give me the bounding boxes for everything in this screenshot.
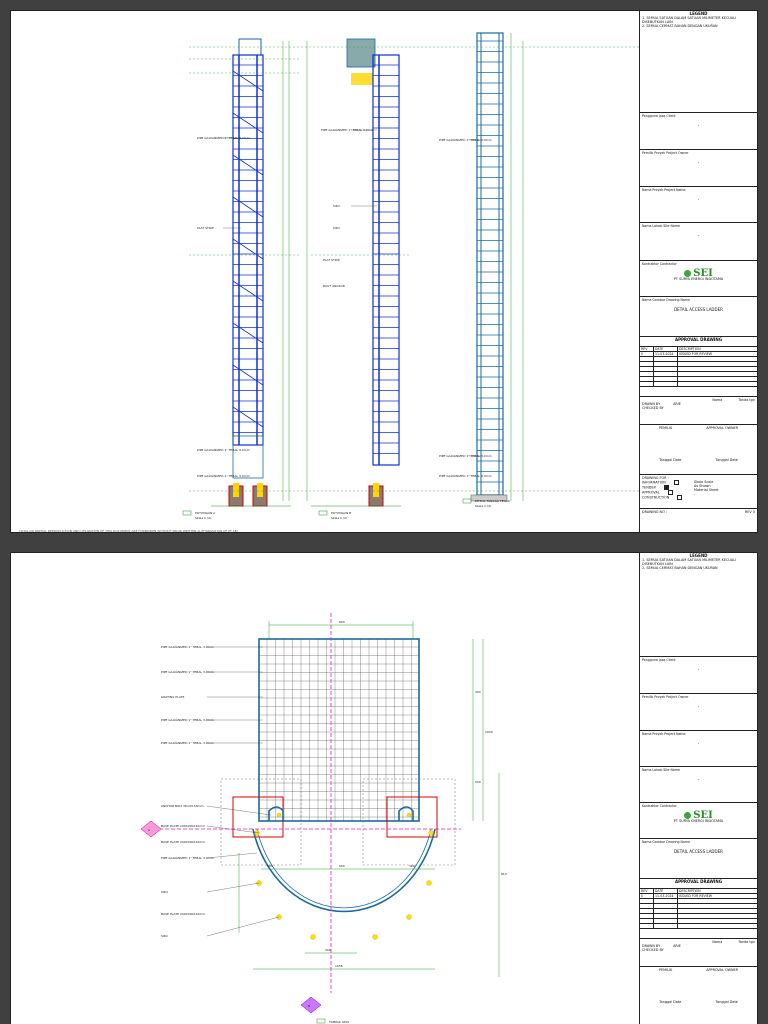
checked-by-label: CHECKED BY — [642, 948, 664, 952]
dim-8: 300 — [325, 948, 331, 952]
contractor-label: Kontraktor Contractor — [642, 804, 677, 808]
callout-mid-3: SIKU — [333, 226, 340, 230]
drawing-name-label: Nama Gambar Drawing Name — [642, 298, 690, 302]
name-col: Nama — [712, 398, 723, 402]
legend-title: LEGEND — [689, 553, 708, 558]
drawing-no-label: DRAWING NO : — [642, 510, 667, 514]
purpose-construction: CONSTRUCTION — [642, 495, 670, 500]
callout-mid-1: PIPE GALVANIZED 1" TEBAL 3,0mm — [321, 128, 374, 132]
project-owner-value: - — [697, 160, 700, 165]
dim-5: 500 — [339, 864, 345, 868]
purpose-tender: TENDER — [642, 485, 656, 490]
sign-col: Tanda tgn — [738, 398, 755, 402]
callout-1: PIPE GALVANIZED 1" TEBAL 3,0mm — [161, 645, 214, 649]
callout-4: PIPE GALVANIZED 1" TEBAL 3,0mm — [161, 718, 214, 722]
owner-label: PEMILIK — [658, 426, 673, 430]
section-marker-a — [141, 821, 161, 837]
revision-table — [640, 347, 757, 387]
approval-owner-label: APPROVAL OWNER — [706, 968, 739, 972]
site-value: - — [697, 777, 700, 782]
view-scale-a: Skala 1:10 — [195, 516, 211, 520]
callout-right-1: PIPE GALVANIZED 1" TEBAL 3,0mm — [439, 138, 492, 142]
drawing-sheet-2 — [10, 552, 758, 1024]
rev-cell: 0 — [640, 352, 654, 357]
footer-note: TOTAL OR PARTIAL REPRODUCTION AND UTILIZATION OF THIS DOCUMENT ARE FORBIDDEN WITHOUT PRIOR WRITTEN AUTHORIZATION OF PT SEI — [19, 529, 238, 533]
callout-mid-5: BAUT ANGKUR — [323, 284, 345, 288]
approval-drawing: APPROVAL DRAWING — [674, 879, 723, 884]
callout-8: BASE PLATE 200X200X10mm — [161, 840, 206, 844]
dim-1: 300 — [475, 690, 481, 694]
dim-3: 500 — [475, 780, 481, 784]
project-name-value: - — [697, 741, 700, 746]
date-cell: 11-03-2024 — [654, 352, 678, 357]
callout-11: BASE PLATE 200X200X10mm — [161, 912, 206, 916]
drawn-by-label: DRAWN BY — [642, 944, 661, 948]
logo-text: SEI — [693, 809, 713, 821]
drawing-name-value: DETAIL ACCESS LADDER — [674, 307, 723, 312]
rev-value: 0 — [752, 510, 755, 514]
description-cell: ISSUED FOR REVIEW — [678, 894, 757, 899]
name-col: Nama — [712, 940, 723, 944]
cage-arc — [253, 829, 435, 911]
rev-header: REV — [640, 347, 654, 352]
callout-6: ANCHOR BOLT M12X150mm — [161, 804, 204, 808]
drawing-name-label: Nama Gambar Drawing Name — [642, 840, 690, 844]
dim-2: 1000 — [485, 730, 493, 734]
revision-table — [640, 889, 757, 929]
material-value: - — [694, 492, 696, 496]
dim-4: 300 — [267, 864, 273, 868]
site-label: Nama Lokasi Site Name — [642, 224, 680, 228]
callout-12: SIKU — [161, 934, 168, 938]
callout-left-4: PIPE GALVANIZED 1" TEBAL 3,0mm — [197, 474, 250, 478]
site-value: - — [697, 233, 700, 238]
callout-10: SIKU — [161, 890, 168, 894]
callout-mid-2: SIKU — [333, 204, 340, 208]
project-name-value: - — [697, 197, 700, 202]
project-owner-label: Pemilik Proyek Project Owner — [642, 695, 689, 699]
logo-icon — [684, 270, 691, 277]
description-header: DESCRIPTION — [678, 347, 757, 352]
project-owner-label: Pemilik Proyek Project Owner — [642, 151, 689, 155]
plan-view-label: TAMPAK ATAS — [329, 1020, 350, 1024]
drawing-sheet-1 — [10, 10, 758, 533]
date-header: DATE — [654, 347, 678, 352]
client-value: - — [697, 123, 700, 128]
drawn-by-value: ARIE — [673, 402, 681, 406]
site-label: Nama Lokasi Site Name — [642, 768, 680, 772]
scale-value: As Shown — [694, 484, 711, 488]
approval-drawing: APPROVAL DRAWING — [674, 337, 723, 342]
project-name-label: Nama Proyek Project Name — [642, 732, 686, 736]
dim-6: 300 — [409, 864, 415, 868]
elevation-drawing — [11, 11, 641, 533]
description-cell: ISSUED FOR REVIEW — [678, 352, 757, 357]
date-cell: 11-03-2024 — [654, 894, 678, 899]
company-name: PT SURYA ENERGI INDOTAMA — [673, 819, 724, 823]
client-label: Pengguna Jasa Client — [642, 114, 676, 118]
date-label: Tanggal Date — [659, 1000, 682, 1004]
purpose-information: INFORMATION — [642, 480, 666, 485]
view-potongan-b — [307, 39, 401, 520]
rev-cell: 0 — [640, 894, 654, 899]
legend-title: LEGEND — [689, 11, 708, 16]
material-label: Material Sheet — [694, 488, 719, 492]
grating-plate — [259, 639, 419, 821]
client-value: - — [697, 667, 700, 672]
rev-header: REV — [640, 889, 654, 894]
rev-label: REV — [744, 510, 752, 514]
callout-mid-4: PLAT STRIP — [323, 258, 340, 262]
title-block-2 — [639, 553, 757, 1024]
drawing-name-value: DETAIL ACCESS LADDER — [674, 849, 723, 854]
date-label: Tanggal Date — [659, 458, 682, 462]
logo-text: SEI — [693, 267, 713, 279]
project-owner-value: - — [697, 704, 700, 709]
client-label: Pengguna Jasa Client — [642, 658, 676, 662]
svg-text:A: A — [148, 828, 151, 832]
view-scale-b: Skala 1:10 — [331, 516, 347, 520]
drawn-by-label: DRAWN BY — [642, 402, 661, 406]
checkbox-information — [674, 480, 679, 485]
owner-label: PEMILIK — [658, 968, 673, 972]
callout-3: GRATING PLATE — [161, 695, 185, 699]
drawing-for-label: DRAWING FOR : — [642, 476, 669, 480]
callout-left-3: PIPE GALVANIZED 1" TEBAL 3,0mm — [197, 448, 250, 452]
date-label-2: Tanggal Date — [715, 458, 738, 462]
sign-col: Tanda tgn — [738, 940, 755, 944]
purpose-approval: APPROVAL — [642, 490, 660, 495]
legend-item: 1. SEMUA SATUAN DALAM SATUAN MILIMETER KECUALI DISEBUTKAN LAIN — [642, 558, 737, 566]
date-label-2: Tanggal Date — [715, 1000, 738, 1004]
callout-right-3: PIPE GALVANIZED 1" TEBAL 3,0mm — [439, 474, 492, 478]
view-detail-tangga — [463, 33, 523, 508]
logo-icon — [684, 812, 691, 819]
legend-item: 2. SEMUA CERMAT BAHAN DENGAN UKURAN — [642, 24, 718, 28]
callout-2: PIPE GALVANIZED 1" TEBAL 3,0mm — [161, 670, 214, 674]
dim-9: 1056 — [335, 964, 343, 968]
checked-by-label: CHECKED BY — [642, 406, 664, 410]
svg-text:B: B — [308, 1004, 311, 1008]
date-header: DATE — [654, 889, 678, 894]
legend-item: 1. SEMUA SATUAN DALAM SATUAN MILIMETER KECUALI DISEBUTKAN LAIN — [642, 16, 737, 24]
callout-7: BASE PLATE 200X200X10mm — [161, 824, 206, 828]
scale-label: Skala Scale — [694, 480, 714, 484]
dim-width: 800 — [339, 620, 345, 624]
section-marker-b — [301, 997, 321, 1013]
view-label-b: POTONGAN B — [331, 511, 352, 515]
approval-owner-label: APPROVAL OWNER — [706, 426, 739, 430]
plan-drawing — [11, 553, 641, 1024]
callout-right-2: PIPE GALVANIZED 1" TEBAL 3,0mm — [439, 454, 492, 458]
contractor-label: Kontraktor Contractor — [642, 262, 677, 266]
dim-7: 810 — [501, 872, 507, 876]
title-block-1 — [639, 11, 757, 532]
callout-left-2: PLAT STRIP — [197, 226, 214, 230]
description-header: DESCRIPTION — [678, 889, 757, 894]
callout-left-1: PIPE GALVANIZED 1" TEBAL 3,0mm — [197, 136, 250, 140]
checkbox-construction — [677, 495, 682, 500]
callout-9: PIPE GALVANIZED 1" TEBAL 3,0mm — [161, 856, 214, 860]
company-name: PT SURYA ENERGI INDOTAMA — [673, 277, 724, 281]
view-label-detail: DETAIL TANGGA TEGAK — [475, 499, 510, 503]
legend-item: 2. SEMUA CERMAT BAHAN DENGAN UKURAN — [642, 566, 718, 570]
view-scale-detail: Skala 1:10 — [475, 504, 491, 508]
project-name-label: Nama Proyek Project Name — [642, 188, 686, 192]
callout-5: PIPE GALVANIZED 1" TEBAL 3,0mm — [161, 741, 214, 745]
view-label-a: POTONGAN A — [195, 511, 216, 515]
drawn-by-value: ARIE — [673, 944, 681, 948]
